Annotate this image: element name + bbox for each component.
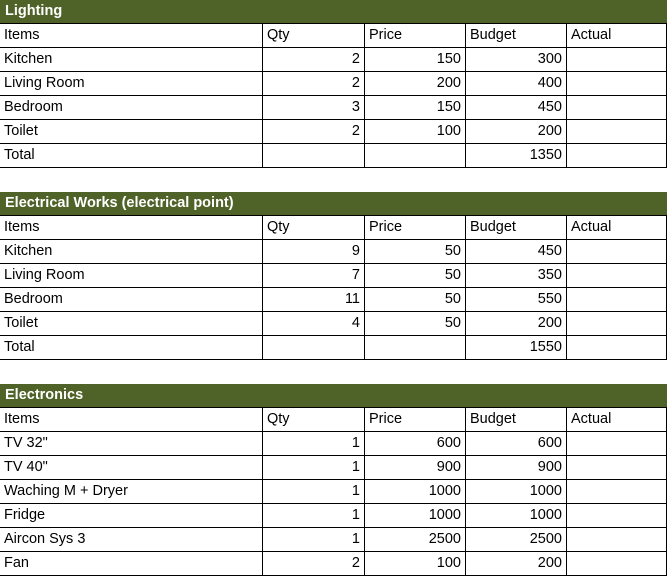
cell-qty[interactable]: 1 xyxy=(262,528,364,551)
table-row xyxy=(0,144,667,168)
cell-price[interactable]: 1000 xyxy=(364,504,465,527)
cell-qty[interactable]: 1 xyxy=(262,432,364,455)
column-header-actual[interactable]: Actual xyxy=(566,24,667,47)
table-row xyxy=(0,96,667,120)
cell-price[interactable]: 2500 xyxy=(364,528,465,551)
cell-price[interactable]: 50 xyxy=(364,240,465,263)
cell-actual[interactable] xyxy=(566,528,667,551)
table-row xyxy=(0,72,667,96)
cell-item[interactable]: Toilet xyxy=(4,315,38,331)
cell-budget[interactable]: 600 xyxy=(465,432,566,455)
cell-budget[interactable]: 1000 xyxy=(465,504,566,527)
table-row xyxy=(0,504,667,528)
column-header-actual[interactable]: Actual xyxy=(566,408,667,431)
cell-budget[interactable]: 200 xyxy=(465,552,566,575)
section-header[interactable]: Electronics xyxy=(0,384,667,408)
cell-qty[interactable]: 1 xyxy=(262,504,364,527)
cell-actual[interactable] xyxy=(566,48,667,71)
column-header-row xyxy=(0,24,667,48)
cell-actual[interactable] xyxy=(566,96,667,119)
cell-budget[interactable]: 550 xyxy=(465,288,566,311)
cell-item[interactable]: Total xyxy=(4,339,35,355)
cell-qty[interactable]: 2 xyxy=(262,48,364,71)
cell-budget[interactable]: 900 xyxy=(465,456,566,479)
cell-budget[interactable]: 450 xyxy=(465,96,566,119)
column-header-budget[interactable]: Budget xyxy=(465,216,566,239)
cell-item[interactable]: Bedroom xyxy=(4,99,63,115)
table-row xyxy=(0,264,667,288)
cell-item[interactable]: Bedroom xyxy=(4,291,63,307)
cell-qty[interactable]: 1 xyxy=(262,480,364,503)
column-header-qty[interactable]: Qty xyxy=(262,216,364,239)
cell-price[interactable] xyxy=(364,336,465,359)
cell-qty[interactable]: 4 xyxy=(262,312,364,335)
column-header-item[interactable]: Items xyxy=(4,219,40,235)
cell-price[interactable]: 50 xyxy=(364,312,465,335)
cell-budget[interactable]: 300 xyxy=(465,48,566,71)
cell-budget[interactable]: 1550 xyxy=(465,336,566,359)
cell-item[interactable]: Aircon Sys 3 xyxy=(4,531,86,547)
cell-actual[interactable] xyxy=(566,240,667,263)
column-header-row xyxy=(0,408,667,432)
cell-actual[interactable] xyxy=(566,312,667,335)
cell-budget[interactable]: 450 xyxy=(465,240,566,263)
table-row xyxy=(0,432,667,456)
table-row xyxy=(0,552,667,576)
cell-actual[interactable] xyxy=(566,504,667,527)
cell-qty[interactable]: 2 xyxy=(262,120,364,143)
cell-item[interactable]: Kitchen xyxy=(4,51,53,67)
cell-qty[interactable]: 2 xyxy=(262,552,364,575)
cell-actual[interactable] xyxy=(566,480,667,503)
section-header[interactable]: Electrical Works (electrical point) xyxy=(0,192,667,216)
cell-qty[interactable]: 3 xyxy=(262,96,364,119)
table-row xyxy=(0,312,667,336)
cell-price[interactable]: 100 xyxy=(364,552,465,575)
cell-actual[interactable] xyxy=(566,432,667,455)
column-header-budget[interactable]: Budget xyxy=(465,408,566,431)
cell-price[interactable]: 1000 xyxy=(364,480,465,503)
column-header-item[interactable]: Items xyxy=(4,27,40,43)
column-header-row xyxy=(0,216,667,240)
cell-actual[interactable] xyxy=(566,288,667,311)
cell-budget[interactable]: 200 xyxy=(465,120,566,143)
table-row xyxy=(0,528,667,552)
cell-qty[interactable]: 9 xyxy=(262,240,364,263)
cell-budget[interactable]: 1350 xyxy=(465,144,566,167)
column-header-budget[interactable]: Budget xyxy=(465,24,566,47)
cell-price[interactable]: 150 xyxy=(364,96,465,119)
column-header-qty[interactable]: Qty xyxy=(262,24,364,47)
cell-budget[interactable]: 200 xyxy=(465,312,566,335)
cell-item[interactable]: Kitchen xyxy=(4,243,53,259)
cell-budget[interactable]: 400 xyxy=(465,72,566,95)
column-header-price[interactable]: Price xyxy=(364,408,465,431)
table-row xyxy=(0,48,667,72)
cell-price[interactable]: 100 xyxy=(364,120,465,143)
section-lighting xyxy=(0,0,669,168)
cell-price[interactable]: 50 xyxy=(364,288,465,311)
cell-price[interactable]: 50 xyxy=(364,264,465,287)
cell-qty[interactable]: 1 xyxy=(262,456,364,479)
column-header-qty[interactable]: Qty xyxy=(262,408,364,431)
section-electrical-works-electrical-point xyxy=(0,192,669,360)
table-row xyxy=(0,336,667,360)
column-header-price[interactable]: Price xyxy=(364,24,465,47)
column-header-actual[interactable]: Actual xyxy=(566,216,667,239)
cell-budget[interactable]: 1000 xyxy=(465,480,566,503)
cell-item[interactable]: Living Room xyxy=(4,267,85,283)
cell-qty[interactable]: 2 xyxy=(262,72,364,95)
column-header-price[interactable]: Price xyxy=(364,216,465,239)
cell-qty[interactable]: 11 xyxy=(262,288,364,311)
cell-item[interactable]: Living Room xyxy=(4,75,85,91)
table-row xyxy=(0,288,667,312)
cell-actual[interactable] xyxy=(566,144,667,167)
cell-actual[interactable] xyxy=(566,264,667,287)
section-electronics xyxy=(0,384,669,576)
table-row xyxy=(0,240,667,264)
blank-row xyxy=(0,360,669,384)
cell-item[interactable]: Fan xyxy=(4,555,29,571)
cell-qty[interactable]: 7 xyxy=(262,264,364,287)
cell-price[interactable] xyxy=(364,144,465,167)
cell-item[interactable]: Total xyxy=(4,147,35,163)
cell-price[interactable]: 150 xyxy=(364,48,465,71)
cell-actual[interactable] xyxy=(566,336,667,359)
cell-actual[interactable] xyxy=(566,72,667,95)
cell-price[interactable]: 600 xyxy=(364,432,465,455)
cell-actual[interactable] xyxy=(566,120,667,143)
cell-qty[interactable] xyxy=(262,144,364,167)
cell-budget[interactable]: 350 xyxy=(465,264,566,287)
cell-price[interactable]: 900 xyxy=(364,456,465,479)
cell-item[interactable]: Toilet xyxy=(4,123,38,139)
cell-item[interactable]: TV 32" xyxy=(4,435,48,451)
cell-actual[interactable] xyxy=(566,456,667,479)
table-row xyxy=(0,456,667,480)
section-header[interactable]: Lighting xyxy=(0,0,667,24)
cell-price[interactable]: 200 xyxy=(364,72,465,95)
blank-row xyxy=(0,168,669,192)
cell-item[interactable]: TV 40" xyxy=(4,459,48,475)
cell-item[interactable]: Waching M + Dryer xyxy=(4,483,128,499)
cell-item[interactable]: Fridge xyxy=(4,507,46,523)
table-row xyxy=(0,480,667,504)
cell-actual[interactable] xyxy=(566,552,667,575)
cell-budget[interactable]: 2500 xyxy=(465,528,566,551)
table-row xyxy=(0,120,667,144)
column-header-item[interactable]: Items xyxy=(4,411,40,427)
cell-qty[interactable] xyxy=(262,336,364,359)
